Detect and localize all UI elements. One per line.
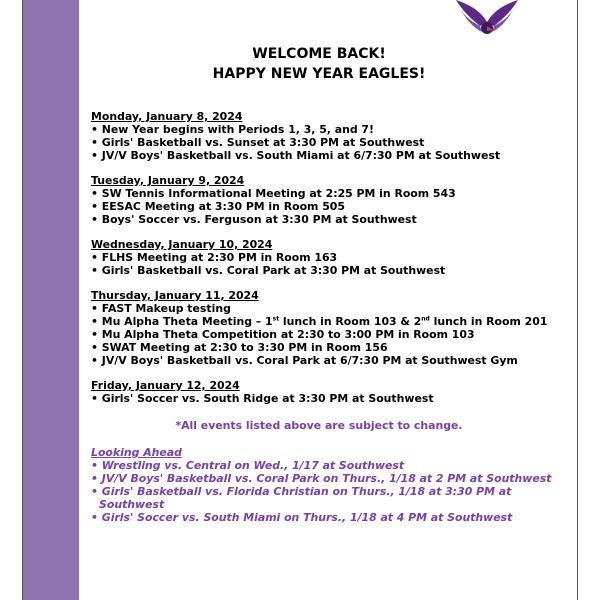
mu-alpha-part-1: Mu Alpha Theta Meeting – 1 xyxy=(101,315,273,328)
event-item: • Girls' Soccer vs. South Ridge at 3:30 PM at Southwest xyxy=(91,392,571,405)
event-item: • EESAC Meeting at 3:30 PM in Room 505 xyxy=(91,200,571,213)
event-item: • JV/V Boys' Basketball vs. Coral Park at 6/7:30 PM at Southwest Gym xyxy=(91,354,571,367)
event-item: • Mu Alpha Theta Competition at 2:30 to 3:00 PM in Room 103 xyxy=(91,328,571,341)
day-thursday xyxy=(91,289,571,367)
day-monday xyxy=(91,110,571,162)
event-item: • Girls' Basketball vs. Sunset at 3:30 PM at Southwest xyxy=(91,136,571,149)
headline-line-1: WELCOME BACK! xyxy=(252,46,386,62)
day-heading: Wednesday, January 10, 2024 xyxy=(91,238,273,251)
mu-alpha-sup-2: nd xyxy=(421,315,430,323)
event-item: • JV/V Boys' Basketball vs. South Miami at 6/7:30 PM at Southwest xyxy=(91,149,571,162)
event-item: • FLHS Meeting at 2:30 PM in Room 163 xyxy=(91,251,571,264)
looking-ahead-section xyxy=(91,446,571,524)
event-item-mu-alpha-meeting xyxy=(91,315,571,328)
day-wednesday xyxy=(91,238,571,277)
upcoming-event-item: • Girls' Basketball vs. Florida Christian on Thurs., 1/18 at 3:30 PM at Southwest xyxy=(91,485,571,511)
disclaimer: *All events listed above are subject to change. xyxy=(175,419,463,432)
day-tuesday xyxy=(91,174,571,226)
mu-alpha-part-3: lunch in Room 201 xyxy=(429,315,548,328)
headline xyxy=(80,44,558,84)
schedule-content xyxy=(91,110,571,524)
upcoming-event-item: • Girls' Soccer vs. South Miami on Thurs., 1/18 at 4 PM at Southwest xyxy=(91,511,571,524)
mu-alpha-sup-1: st xyxy=(272,315,280,323)
mu-alpha-part-2: lunch in Room 103 & 2 xyxy=(279,315,422,328)
event-item: • SW Tennis Informational Meeting at 2:25 PM in Room 543 xyxy=(91,187,571,200)
day-heading: Thursday, January 11, 2024 xyxy=(91,289,259,302)
looking-ahead-heading: Looking Ahead xyxy=(91,446,182,459)
day-heading: Friday, January 12, 2024 xyxy=(91,379,240,392)
day-friday xyxy=(91,379,571,405)
upcoming-event-item: • JV/V Boys' Basketball vs. Coral Park on Thurs., 1/18 at 2 PM at Southwest xyxy=(91,472,571,485)
event-item: • New Year begins with Periods 1, 3, 5, and 7! xyxy=(91,123,571,136)
day-heading: Monday, January 8, 2024 xyxy=(91,110,243,123)
sidebar-stripe xyxy=(23,0,79,600)
upcoming-event-item: • Wrestling vs. Central on Wed., 1/17 at Southwest xyxy=(91,459,571,472)
event-item: • Girls' Basketball vs. Coral Park at 3:30 PM at Southwest xyxy=(91,264,571,277)
day-heading: Tuesday, January 9, 2024 xyxy=(91,174,245,187)
eagle-wings-icon xyxy=(450,0,524,40)
headline-line-2: HAPPY NEW YEAR EAGLES! xyxy=(212,66,426,82)
event-item: • SWAT Meeting at 2:30 to 3:30 PM in Room 156 xyxy=(91,341,571,354)
event-item: • Boys' Soccer vs. Ferguson at 3:30 PM at Southwest xyxy=(91,213,571,226)
event-item: • FAST Makeup testing xyxy=(91,302,571,315)
